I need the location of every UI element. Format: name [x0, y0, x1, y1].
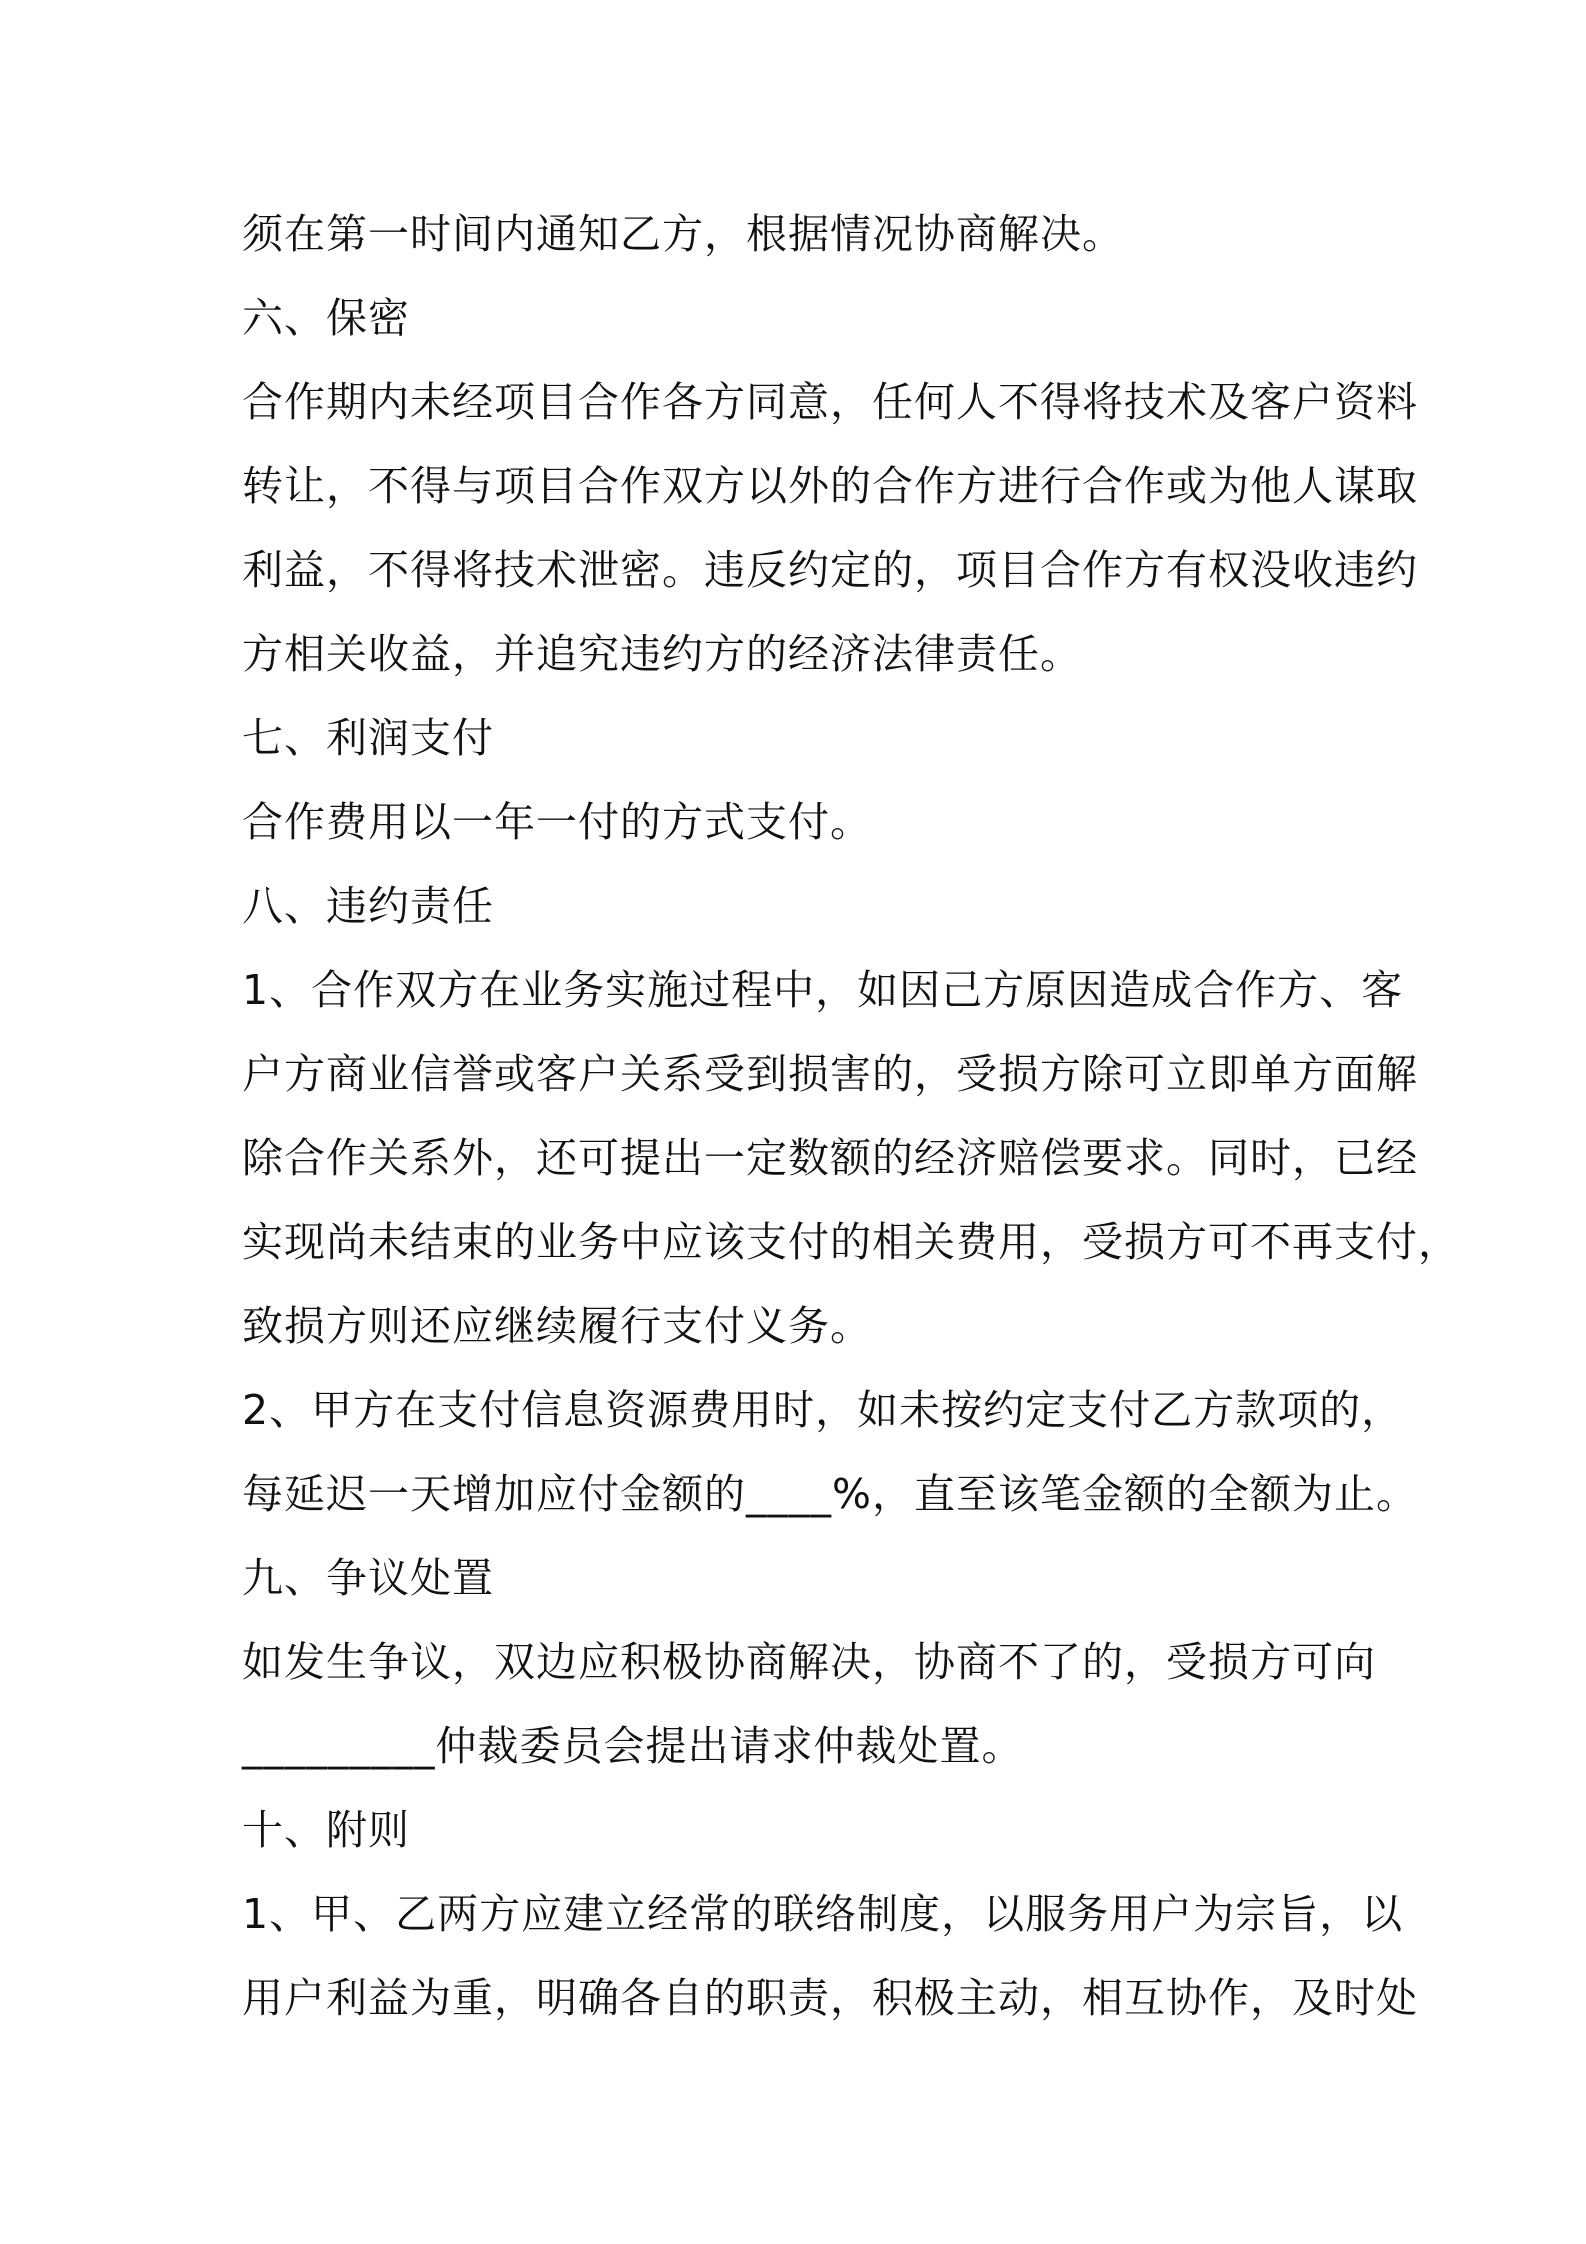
- section-heading-dispute: 九、争议处置: [242, 1554, 494, 1602]
- text-line: 1、合作双方在业务实施过程中，如因己方原因造成合作方、客: [242, 966, 1404, 1014]
- text-line: 合作期内未经项目合作各方同意，任何人不得将技术及客户资料: [242, 378, 1418, 426]
- text-line: _________仲裁委员会提出请求仲裁处置。: [242, 1722, 1024, 1770]
- text-line: 每延迟一天增加应付金额的____%，直至该笔金额的全额为止。: [242, 1470, 1418, 1518]
- text-line: 2、甲方在支付信息资源费用时，如未按约定支付乙方款项的，: [242, 1386, 1404, 1434]
- text-line: 除合作关系外，还可提出一定数额的经济赔偿要求。同时，已经: [242, 1134, 1418, 1182]
- section-heading-confidentiality: 六、保密: [242, 294, 410, 342]
- text-line: 致损方则还应继续履行支付义务。: [242, 1302, 872, 1350]
- text-line: 转让，不得与项目合作双方以外的合作方进行合作或为他人谋取: [242, 462, 1418, 510]
- document-body: [242, 192, 1460, 2040]
- section-heading-supplementary: 十、附则: [242, 1806, 410, 1854]
- text-line: 1、甲、乙两方应建立经常的联络制度，以服务用户为宗旨，以: [242, 1890, 1404, 1938]
- text-line: 方相关收益，并追究违约方的经济法律责任。: [242, 630, 1082, 678]
- text-line: 户方商业信誉或客户关系受到损害的，受损方除可立即单方面解: [242, 1050, 1418, 1098]
- section-heading-liability: 八、违约责任: [242, 882, 494, 930]
- text-line-continuation: 须在第一时间内通知乙方，根据情况协商解决。: [242, 210, 1124, 258]
- text-line: 合作费用以一年一付的方式支付。: [242, 798, 872, 846]
- text-line: 实现尚未结束的业务中应该支付的相关费用，受损方可不再支付，: [242, 1218, 1460, 1266]
- section-heading-profit-payment: 七、利润支付: [242, 714, 494, 762]
- text-line: 如发生争议，双边应积极协商解决，协商不了的，受损方可向: [242, 1638, 1376, 1686]
- text-line: 用户利益为重，明确各自的职责，积极主动，相互协作，及时处: [242, 1974, 1418, 2022]
- text-line: 利益，不得将技术泄密。违反约定的，项目合作方有权没收违约: [242, 546, 1418, 594]
